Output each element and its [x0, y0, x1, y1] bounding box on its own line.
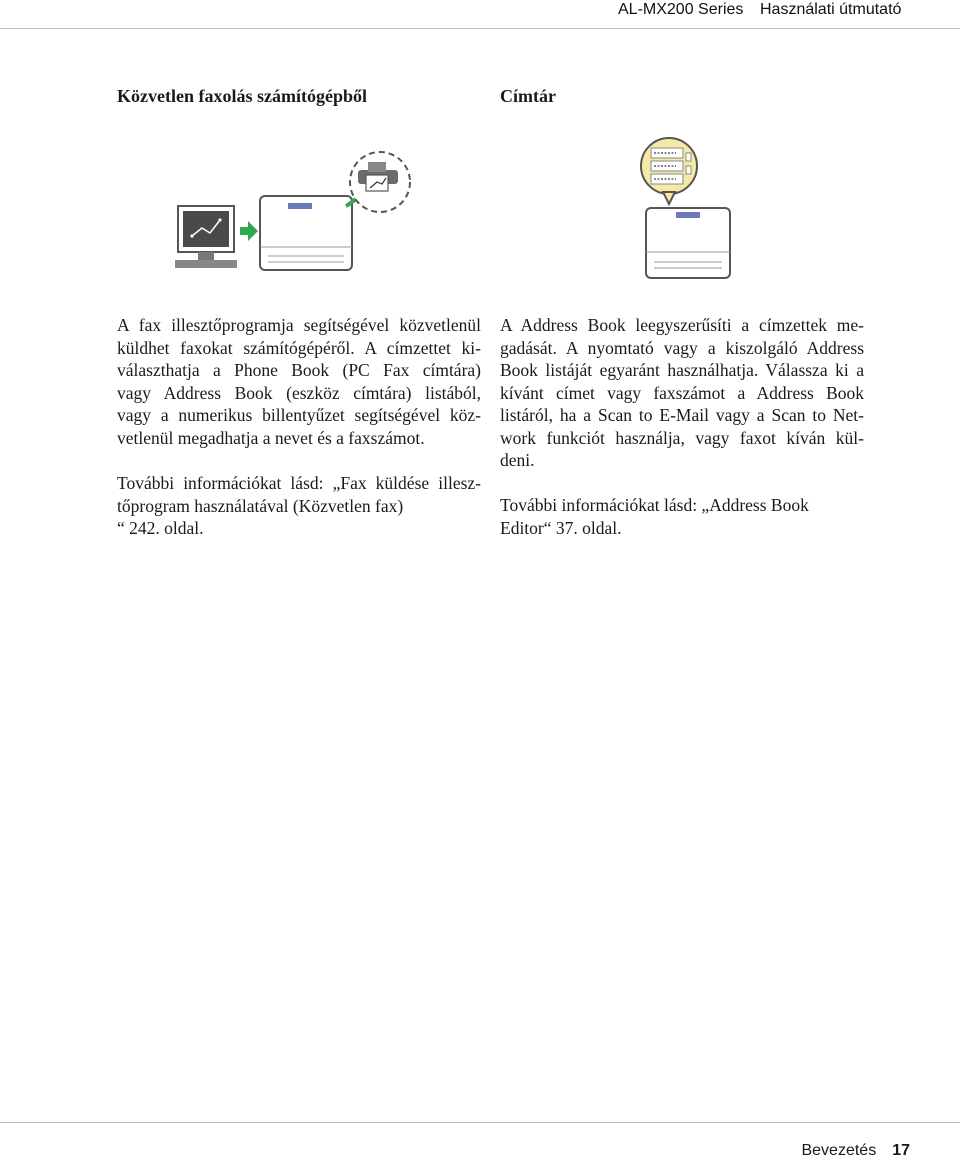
pc-fax-illustration: [170, 148, 420, 274]
running-header: [0, 0, 960, 29]
address-book-icon: [638, 138, 697, 204]
left-section-title: Közvetlen faxolás számítógépből: [117, 86, 367, 106]
left-body-paragraph: A fax illesztőprogramja segítségével közvetlenül küldhet faxokat számítógépéről. A címzettet ki- választhatja a Phone Book (PC Fax címtára) vagy Address Book (eszköz címtára) listából, vagy a numerikus billentyűzet segítségével köz- vetlenül megadhatja a nevet és a faxszámot.: [117, 315, 481, 448]
running-footer: [0, 1142, 910, 1160]
right-section-title: Címtár: [500, 86, 556, 106]
fax-machine-icon: [350, 152, 410, 212]
right-reference-paragraph: További információkat lásd: „Address Book Editor“ 37. oldal.: [500, 495, 809, 538]
printer-icon: [646, 208, 730, 278]
printer-icon: [260, 196, 352, 270]
left-reference-paragraph: További információkat lásd: „Fax küldése illesz- tőprogram használatával (Közvetlen fax) “ 242. oldal.: [117, 473, 481, 538]
right-body-paragraph: A Address Book leegyszerűsíti a címzettek me- gadását. A nyomtató vagy a kiszolgáló Address Book listáját egyaránt használhatja. Válassza ki a kívánt címet vagy faxszámot a Address Book listáról, ha a Scan to E-Mail vagy a Scan to Net- work funkciót használja, vagy faxot kíván kül- deni.: [500, 315, 864, 470]
computer-icon: [175, 206, 237, 268]
page-number: 17: [892, 1142, 910, 1159]
header-series: AL-MX200 Series: [618, 1, 744, 18]
arrow-right-icon: [240, 221, 258, 241]
header-manual-title: Használati útmutató: [760, 1, 902, 18]
footer-divider: [0, 1122, 960, 1123]
address-book-illustration: [636, 134, 736, 282]
footer-section: Bevezetés: [801, 1142, 877, 1159]
